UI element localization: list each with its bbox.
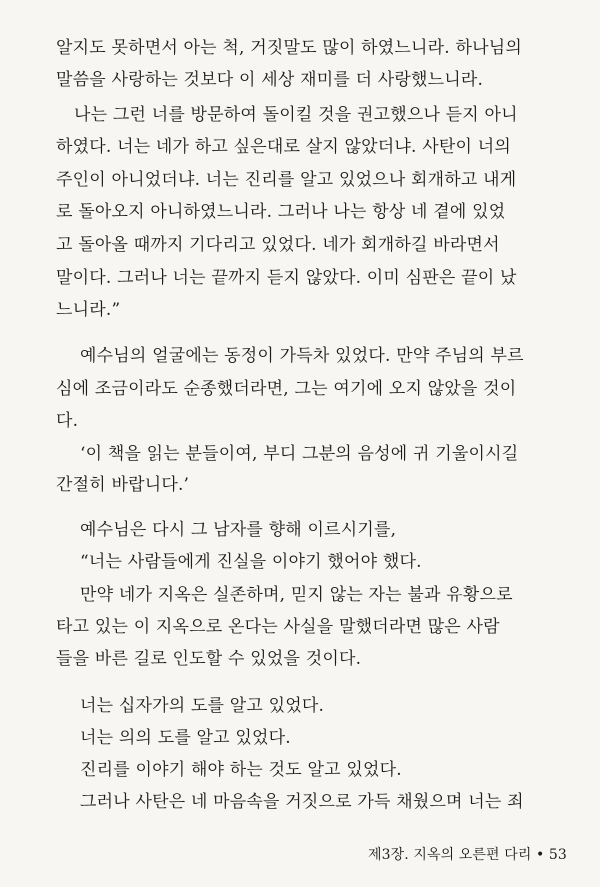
text-line-20: 너는 십자가의 도를 알고 있었다. bbox=[80, 696, 325, 716]
page-footer: 제3장. 지옥의 오른편 다리 • 53 bbox=[368, 847, 567, 863]
text-line-11: 심에 조금이라도 순종했더라면, 그는 여기에 오지 않았을 것이 bbox=[56, 379, 517, 399]
text-line-6: 로 돌아오지 아니하였느니라. 그러나 나는 항상 네 곁에 있었 bbox=[56, 202, 506, 222]
text-line-17: 만약 네가 지옥은 실존하며, 믿지 않는 자는 불과 유황으로 bbox=[80, 585, 513, 605]
text-line-1: 알지도 못하면서 아는 척, 거짓말도 많이 하였느니라. 하나님의 bbox=[56, 38, 522, 58]
text-line-15: 예수님은 다시 그 남자를 향해 이르시기를, bbox=[80, 520, 397, 540]
text-line-9: 느니라.” bbox=[56, 300, 121, 320]
text-line-5: 주인이 아니었더냐. 너는 진리를 알고 있었으나 회개하고 내게 bbox=[56, 170, 517, 190]
text-line-18: 타고 있는 이 지옥으로 온다는 사실을 말했더라면 많은 사람 bbox=[56, 617, 500, 637]
text-line-4: 하였다. 너는 네가 하고 싶은대로 살지 않았더냐. 사탄이 너의 bbox=[56, 137, 511, 157]
text-line-3: 나는 그런 너를 방문하여 돌이킬 것을 권고했으나 듣지 아니 bbox=[74, 105, 518, 125]
text-line-12: 다. bbox=[56, 411, 79, 431]
text-line-10: 예수님의 얼굴에는 동정이 가득차 있었다. 만약 주님의 부르 bbox=[80, 346, 524, 366]
text-line-19: 들을 바른 길로 인도할 수 있었을 것이다. bbox=[56, 649, 362, 669]
text-line-7: 고 돌아올 때까지 기다리고 있었다. 네가 회개하길 바라면서 bbox=[56, 235, 500, 255]
text-line-22: 진리를 이야기 해야 하는 것도 알고 있었다. bbox=[80, 760, 402, 780]
text-line-21: 너는 의의 도를 알고 있었다. bbox=[80, 728, 291, 748]
text-line-14: 간절히 바랍니다.’ bbox=[56, 475, 190, 495]
text-line-16: “너는 사람들에게 진실을 이야기 했어야 했다. bbox=[80, 552, 422, 572]
text-line-8: 말이다. 그러나 너는 끝까지 듣지 않았다. 이미 심판은 끝이 났 bbox=[56, 268, 517, 288]
text-line-23: 그러나 사탄은 네 마음속을 거짓으로 가득 채웠으며 너는 죄 bbox=[80, 792, 524, 812]
text-line-2: 말씀을 사랑하는 것보다 이 세상 재미를 더 사랑했느니라. bbox=[56, 70, 484, 90]
text-line-13: ‘이 책을 읽는 분들이여, 부디 그분의 음성에 귀 기울이시길 bbox=[80, 444, 519, 464]
